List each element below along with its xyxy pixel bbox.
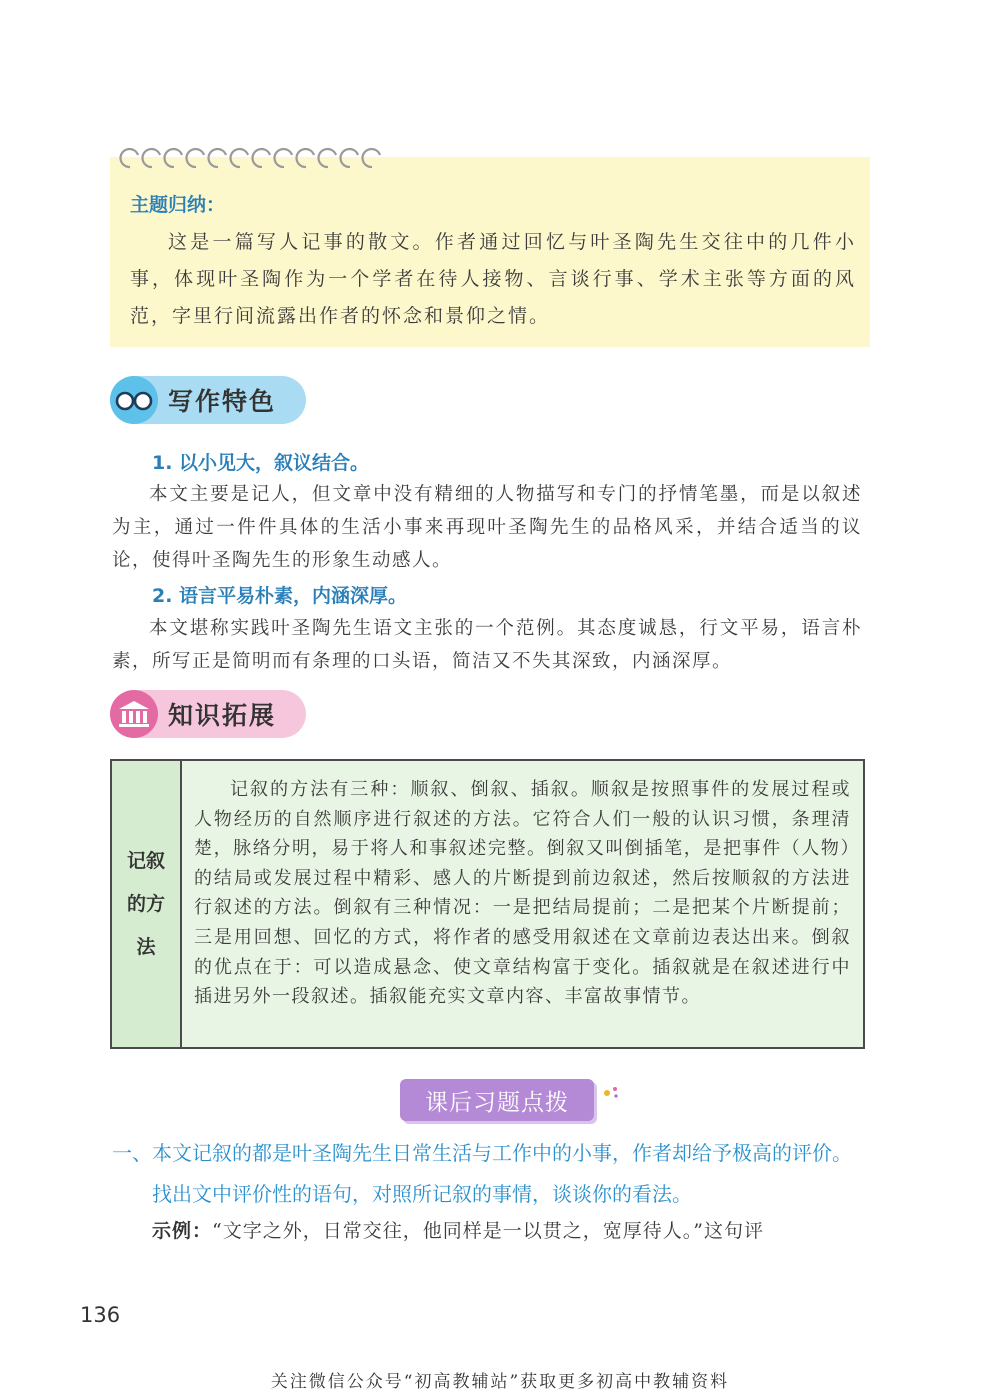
exercise-question-1: 一、本文记叙的都是叶圣陶先生日常生活与工作中的小事，作者却给予极高的评价。找出文中评价性的语句，对照所记叙的事情，谈谈你的看法。 [112,1141,852,1206]
exercise-section-tag: 课后习题点拨 [400,1079,594,1121]
museum-icon [110,690,158,738]
feature-point-1-title: 1. 以小见大，叙议结合。 [152,452,370,474]
footer-note: 关注微信公众号“初高教辅站”获取更多初高中教辅资料 [270,1372,730,1392]
knowledge-table [110,759,865,1049]
feature-point-2-text: 本文堪称实践叶圣陶先生语文主张的一个范例。其态度诚恳，行文平易，语言朴素，所写正是简明而有条理的口头语，简洁又不失其深致，内涵深厚。 [112,618,862,672]
glasses-icon [110,376,158,424]
feature-point-2-title: 2. 语言平易朴素，内涵深厚。 [152,585,408,607]
knowledge-table-text: 记叙的方法有三种：顺叙、倒叙、插叙。顺叙是按照事件的发展过程或人物经历的自然顺序进行叙述的方法。它符合人们一般的认识习惯，条理清楚，脉络分明，易于将人和事叙述完整。倒叙又叫倒插笔，是把事件（人物）的结局或发展过程中精彩、感人的片断提到前边叙述，然后按顺叙的方法进行叙述的方法。倒叙有三种情况：一是把结局提前；二是把某个片断提前；三是用回想、回忆的方式，将作者的感受用叙述在文章前边表达出来。倒叙的优点在于：可以造成悬念、使文章结构富于变化。插叙就是在叙述进行中插进另外一段叙述。插叙能充实文章内容、丰富故事情节。 [182,761,863,1047]
section-header-knowledge [110,690,306,738]
answer-label: 示例： [152,1220,213,1242]
section-title: 知识拓展 [168,701,277,730]
feature-point-1-text: 本文主要是记人，但文章中没有精细的人物描写和专门的抒情笔墨，而是以叙述为主，通过一件件具体的生活小事来再现叶圣陶先生的品格风采，并结合适当的议论，使得叶圣陶先生的形象生动感人。 [112,484,862,571]
answer-text: “文字之外，日常交往，他同样是一以贯之，宽厚待人。”这句评 [212,1220,764,1242]
section-title: 写作特色 [168,387,277,416]
exercise-answer [152,1213,864,1249]
sparkle-dots-decoration [603,1084,623,1100]
knowledge-table-label: 记叙的方法 [112,761,182,1047]
summary-title: 主题归纳： [130,194,226,216]
section-header-writing-features [110,376,306,424]
spiral-rings-decoration [116,145,396,173]
page-number: 136 [80,1303,121,1327]
summary-text: 这是一篇写人记事的散文。作者通过回忆与叶圣陶先生交往中的几件小事，体现叶圣陶作为一个学者在待人接物、言谈行事、学术主张等方面的风范，字里行间流露出作者的怀念和景仰之情。 [130,231,856,327]
